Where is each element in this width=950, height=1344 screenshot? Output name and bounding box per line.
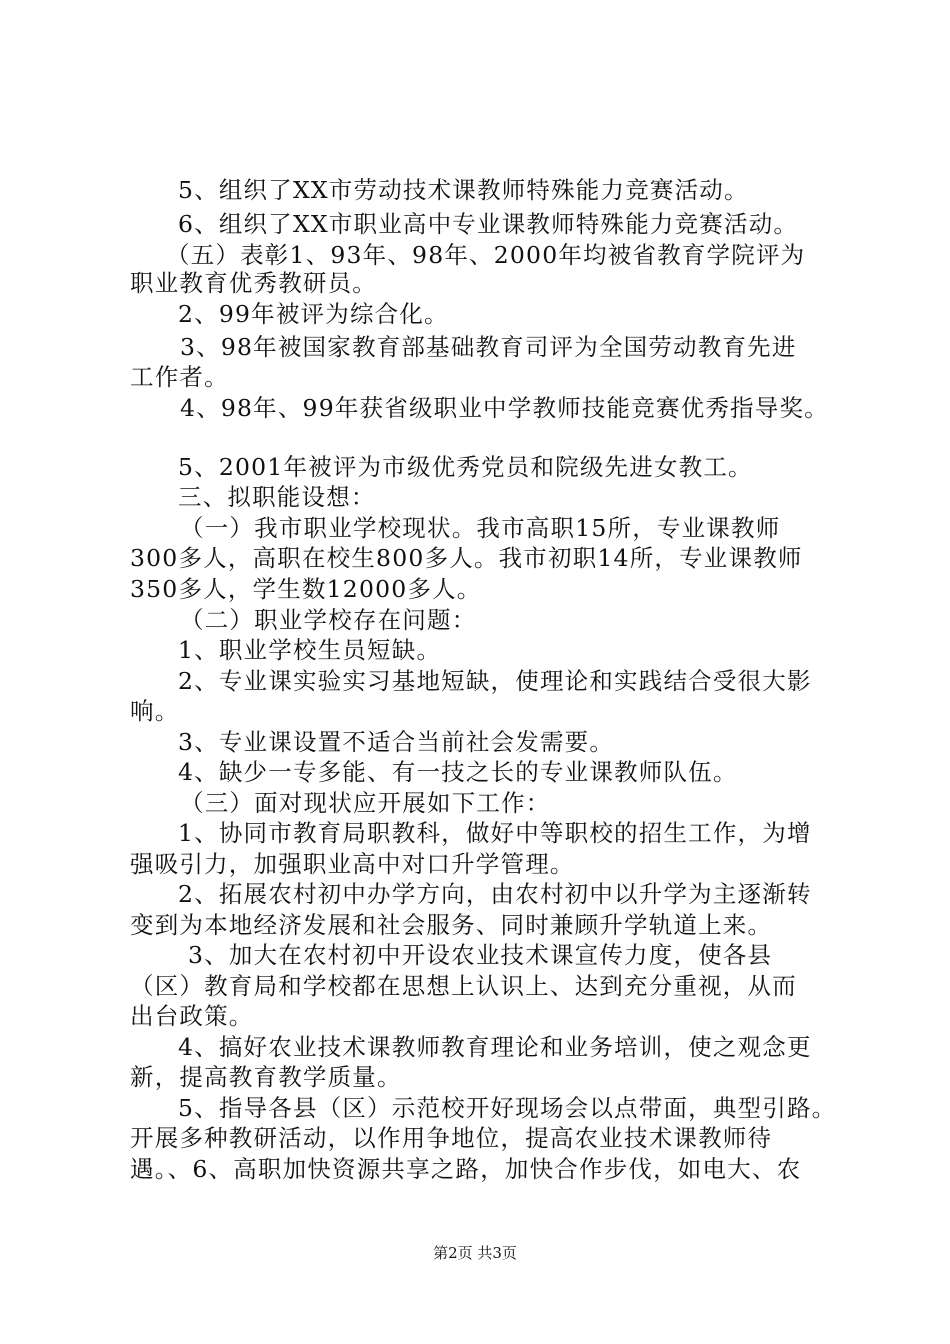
text-line: 2、专业课实验实习基地短缺，使理论和实践结合受很大影 — [178, 667, 812, 695]
text-line: 4、98年、99年获省级职业中学教师技能竞赛优秀指导奖。 — [180, 394, 829, 422]
text-line: 新，提高教育教学质量。 — [130, 1063, 402, 1091]
text-line: 职业教育优秀教研员。 — [130, 269, 377, 297]
text-line: （区）教育局和学校都在思想上认识上、达到充分重视，从而 — [130, 972, 797, 1000]
text-line: 响。 — [130, 697, 180, 725]
subsection-heading: （三）面对现状应开展如下工作： — [180, 789, 551, 817]
text-line: 3、专业课设置不适合当前社会发需要。 — [178, 728, 615, 756]
text-line: 4、搞好农业技术课教师教育理论和业务培训，使之观念更 — [178, 1033, 812, 1061]
text-line: （五）表彰1、93年、98年、2000年均被省教育学院评为 — [166, 241, 806, 269]
text-line: 强吸引力，加强职业高中对口升学管理。 — [130, 850, 575, 878]
text-line: 变到为本地经济发展和社会服务、同时兼顾升学轨道上来。 — [130, 911, 773, 939]
text-line: 300多人，高职在校生800多人。我市初职14所，专业课教师 — [130, 544, 803, 572]
text-line: 遇。、6、高职加快资源共享之路，加快合作步伐，如电大、农 — [130, 1155, 802, 1183]
text-line: 1、协同市教育局职教科，做好中等职校的招生工作，为增 — [178, 819, 812, 847]
text-line: （一）我市职业学校现状。我市高职15所，专业课教师 — [180, 514, 781, 542]
text-line: 3、98年被国家教育部基础教育司评为全国劳动教育先进 — [180, 333, 797, 361]
page-number-footer: 第2页 共3页 — [433, 1244, 517, 1262]
text-line: 5、组织了XX市劳动技术课教师特殊能力竞赛活动。 — [178, 176, 749, 204]
text-line: 工作者。 — [130, 363, 229, 391]
text-line: 3、加大在农村初中开设农业技术课宣传力度，使各县 — [188, 941, 773, 969]
subsection-heading: （二）职业学校存在问题： — [180, 606, 477, 634]
text-line: 2、99年被评为综合化。 — [178, 300, 449, 328]
text-line: 5、2001年被评为市级优秀党员和院级先进女教工。 — [178, 453, 753, 481]
text-line: 开展多种教研活动，以作用争地位，提高农业技术课教师待 — [130, 1124, 773, 1152]
text-line: 1、职业学校生员短缺。 — [178, 636, 442, 664]
text-line: 350多人，学生数12000多人。 — [130, 575, 482, 603]
section-heading: 三、拟职能设想： — [178, 483, 376, 511]
text-line: 6、组织了XX市职业高中专业课教师特殊能力竞赛活动。 — [178, 210, 799, 238]
text-line: 出台政策。 — [130, 1002, 254, 1030]
text-line: 2、拓展农村初中办学方向，由农村初中以升学为主逐渐转 — [178, 880, 812, 908]
text-line: 4、缺少一专多能、有一技之长的专业课教师队伍。 — [178, 758, 738, 786]
text-line: 5、指导各县（区）示范校开好现场会以点带面，典型引路。 — [178, 1094, 837, 1122]
